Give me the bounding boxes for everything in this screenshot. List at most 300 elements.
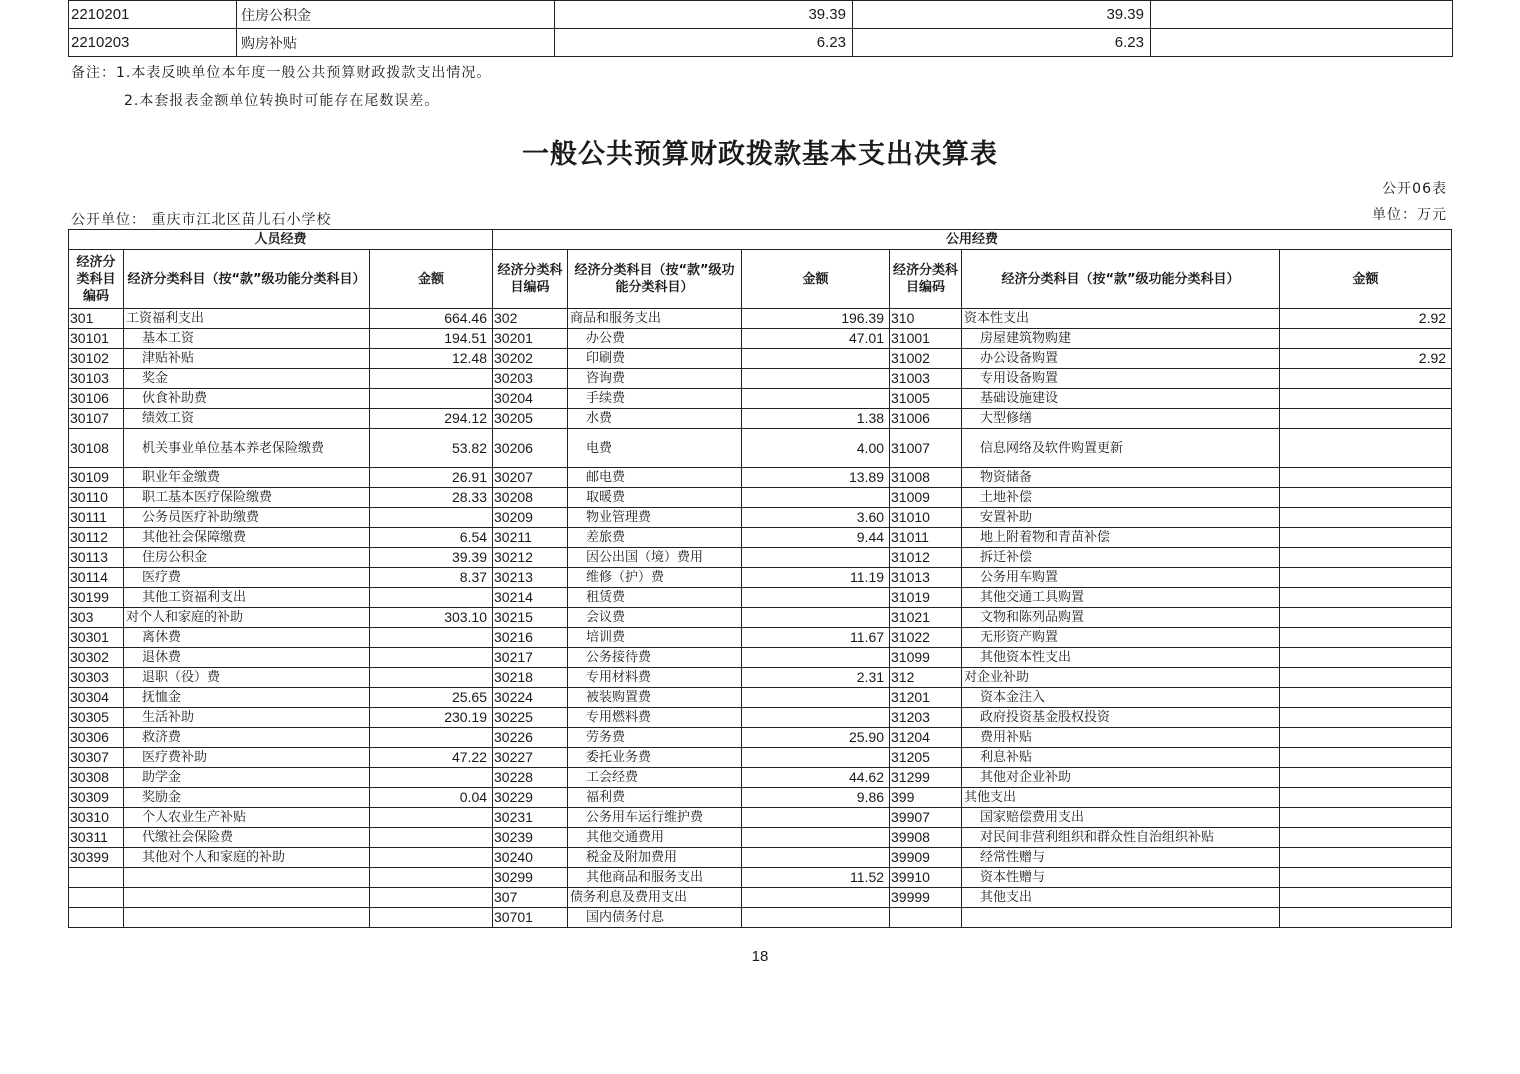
cell-name: 办公设备购置: [962, 349, 1280, 369]
cell-name: 资本金注入: [962, 688, 1280, 708]
cell-amount: [742, 608, 890, 628]
cell-code: 31003: [890, 369, 962, 389]
cell-amount: [370, 389, 493, 409]
cell-name: [124, 888, 370, 908]
cell-amount: [1280, 548, 1452, 568]
cell-name: 委托业务费: [568, 748, 742, 768]
cell-amount: [742, 349, 890, 369]
cell-name: 安置补助: [962, 508, 1280, 528]
table-id: 公开06表: [1382, 181, 1447, 197]
cell-code: [890, 908, 962, 928]
cell-amount: [1280, 648, 1452, 668]
note-line-2: 2.本套报表金额单位转换时可能存在尾数误差。: [124, 93, 440, 109]
cell-name: [124, 868, 370, 888]
cell-code: 31019: [890, 588, 962, 608]
cell-code: 302: [493, 309, 568, 329]
cell-amount: [1280, 708, 1452, 728]
cell-amount: [370, 369, 493, 389]
cell-name: 生活补助: [124, 708, 370, 728]
cell-name: 代缴社会保险费: [124, 828, 370, 848]
cell-amount: 47.22: [370, 748, 493, 768]
cell-name: 绩效工资: [124, 409, 370, 429]
cell-code: 30701: [493, 908, 568, 928]
cell-code: 39999: [890, 888, 962, 908]
cell-code: 30307: [69, 748, 124, 768]
cell-name: 土地补偿: [962, 488, 1280, 508]
table-row: [69, 688, 1452, 708]
table-row: [69, 1, 1453, 29]
table-row: [69, 708, 1452, 728]
cell-amount: [1280, 468, 1452, 488]
cell-code: 310: [890, 309, 962, 329]
cell-name: 离休费: [124, 628, 370, 648]
cell-amount: [370, 808, 493, 828]
cell-amount: [370, 588, 493, 608]
cell-code: 30308: [69, 768, 124, 788]
cell-amount: [1280, 369, 1452, 389]
name-header-1: 经济分类科目（按“款”级功能分类科目）: [124, 250, 370, 309]
cell-name: 公务用车运行维护费: [568, 808, 742, 828]
cell-name: 专用设备购置: [962, 369, 1280, 389]
cell-code: 30203: [493, 369, 568, 389]
cell-name: 手续费: [568, 389, 742, 409]
cell-code: 30109: [69, 468, 124, 488]
cell-name: 工会经费: [568, 768, 742, 788]
cell-code: 30206: [493, 429, 568, 468]
cell-code: 31001: [890, 329, 962, 349]
table-row: [69, 429, 1452, 468]
cell-name: 其他社会保障缴费: [124, 528, 370, 548]
cell-amount: [1280, 828, 1452, 848]
cell-name: 咨询费: [568, 369, 742, 389]
cell-code: 30239: [493, 828, 568, 848]
cell-code: 31011: [890, 528, 962, 548]
cell-amount: [742, 748, 890, 768]
cell-code: 30227: [493, 748, 568, 768]
page-title: 一般公共预算财政拨款基本支出决算表: [522, 139, 998, 170]
cell-amount: 6.54: [370, 528, 493, 548]
table-row: [69, 588, 1452, 608]
cell-code: 30199: [69, 588, 124, 608]
cell-code: 30211: [493, 528, 568, 548]
cell-code: 31005: [890, 389, 962, 409]
table-row: [69, 29, 1453, 57]
cell-name: 住房公积金: [237, 1, 555, 29]
cell-amount: 13.89: [742, 468, 890, 488]
cell-code: 31201: [890, 688, 962, 708]
cell-code: 30108: [69, 429, 124, 468]
cell-code: 30303: [69, 668, 124, 688]
cell-code: [69, 908, 124, 928]
cell-code: 30207: [493, 468, 568, 488]
cell-name: 医疗费: [124, 568, 370, 588]
cell-name: 奖励金: [124, 788, 370, 808]
cell-amount: [1280, 528, 1452, 548]
cell-name: 其他对企业补助: [962, 768, 1280, 788]
cell-amount: [742, 908, 890, 928]
cell-amount: [742, 828, 890, 848]
cell-name: 其他工资福利支出: [124, 588, 370, 608]
cell-name: 培训费: [568, 628, 742, 648]
cell-code: 30114: [69, 568, 124, 588]
table-row: [69, 409, 1452, 429]
cell-code: 30301: [69, 628, 124, 648]
cell-name: 无形资产购置: [962, 628, 1280, 648]
cell-amount: 39.39: [370, 548, 493, 568]
cell-name: 救济费: [124, 728, 370, 748]
cell-v2: 39.39: [853, 1, 1151, 29]
cell-amount: [742, 588, 890, 608]
cell-amount: 3.60: [742, 508, 890, 528]
group-public-header: 公用经费: [493, 230, 1452, 250]
cell-name: 费用补贴: [962, 728, 1280, 748]
cell-name: 国家赔偿费用支出: [962, 808, 1280, 828]
cell-name: 税金及附加费用: [568, 848, 742, 868]
cell-code: 39910: [890, 868, 962, 888]
code-header-1: 经济分类科目编码: [69, 250, 124, 309]
table-row: [69, 468, 1452, 488]
cell-code: 307: [493, 888, 568, 908]
cell-code: 30225: [493, 708, 568, 728]
cell-code: 31006: [890, 409, 962, 429]
cell-name: 印刷费: [568, 349, 742, 369]
group-personnel-header: 人员经费: [69, 230, 493, 250]
cell-name: 水费: [568, 409, 742, 429]
cell-amount: 11.19: [742, 568, 890, 588]
cell-name: 利息补贴: [962, 748, 1280, 768]
previous-table-fragment: [68, 0, 1453, 57]
cell-name: 资本性赠与: [962, 868, 1280, 888]
cell-code: 30231: [493, 808, 568, 828]
cell-code: 30213: [493, 568, 568, 588]
cell-code: 30111: [69, 508, 124, 528]
cell-amount: 8.37: [370, 568, 493, 588]
cell-code: 301: [69, 309, 124, 329]
cell-name: 福利费: [568, 788, 742, 808]
cell-amount: 12.48: [370, 349, 493, 369]
table-row: [69, 528, 1452, 548]
cell-name: 抚恤金: [124, 688, 370, 708]
cell-name: 地上附着物和青苗补偿: [962, 528, 1280, 548]
amount-header-1: 金额: [370, 250, 493, 309]
cell-name: 购房补贴: [237, 29, 555, 57]
cell-amount: [1280, 728, 1452, 748]
cell-amount: [742, 688, 890, 708]
cell-code: 30310: [69, 808, 124, 828]
currency-unit: 单位：万元: [1372, 207, 1447, 223]
cell-code: 39908: [890, 828, 962, 848]
cell-code: 30113: [69, 548, 124, 568]
cell-amount: [1280, 588, 1452, 608]
cell-amount: [1280, 329, 1452, 349]
cell-code: 39907: [890, 808, 962, 828]
cell-code: 30101: [69, 329, 124, 349]
table-row: [69, 828, 1452, 848]
cell-amount: 11.52: [742, 868, 890, 888]
cell-name: 个人农业生产补贴: [124, 808, 370, 828]
cell-name: 伙食补助费: [124, 389, 370, 409]
cell-amount: [1280, 768, 1452, 788]
cell-name: 助学金: [124, 768, 370, 788]
cell-amount: 294.12: [370, 409, 493, 429]
cell-code: [69, 868, 124, 888]
cell-code: 30208: [493, 488, 568, 508]
cell-amount: [370, 868, 493, 888]
cell-amount: 25.65: [370, 688, 493, 708]
cell-code: 30112: [69, 528, 124, 548]
cell-amount: 26.91: [370, 468, 493, 488]
cell-v1: 39.39: [555, 1, 853, 29]
table-row: [69, 908, 1452, 928]
cell-amount: [370, 888, 493, 908]
cell-name: 对个人和家庭的补助: [124, 608, 370, 628]
table-row: [69, 349, 1452, 369]
table-row: [69, 369, 1452, 389]
cell-name: 其他支出: [962, 788, 1280, 808]
cell-amount: [1280, 608, 1452, 628]
cell-code: 30309: [69, 788, 124, 808]
cell-code: 30304: [69, 688, 124, 708]
cell-code: 31021: [890, 608, 962, 628]
cell-code: 30214: [493, 588, 568, 608]
cell-code: 30216: [493, 628, 568, 648]
cell-name: 房屋建筑物购建: [962, 329, 1280, 349]
cell-amount: 25.90: [742, 728, 890, 748]
cell-amount: 47.01: [742, 329, 890, 349]
cell-amount: [1280, 888, 1452, 908]
cell-code: 30102: [69, 349, 124, 369]
cell-name: 国内债务付息: [568, 908, 742, 928]
cell-amount: 196.39: [742, 309, 890, 329]
cell-amount: [370, 828, 493, 848]
cell-amount: [1280, 688, 1452, 708]
cell-amount: [742, 369, 890, 389]
cell-name: 差旅费: [568, 528, 742, 548]
cell-empty: [1151, 29, 1453, 57]
table-row: [69, 768, 1452, 788]
cell-name: 住房公积金: [124, 548, 370, 568]
cell-amount: 9.44: [742, 528, 890, 548]
name-header-2: 经济分类科目（按“款”级功能分类科目）: [568, 250, 742, 309]
table-row: [69, 728, 1452, 748]
cell-amount: 2.31: [742, 668, 890, 688]
cell-amount: [742, 808, 890, 828]
cell-code: 31007: [890, 429, 962, 468]
cell-amount: [742, 848, 890, 868]
column-header-row: [69, 250, 1452, 309]
cell-name: 其他交通费用: [568, 828, 742, 848]
table-row: [69, 488, 1452, 508]
cell-name: 工资福利支出: [124, 309, 370, 329]
table-row: [69, 888, 1452, 908]
cell-name: 退职（役）费: [124, 668, 370, 688]
cell-code: 30215: [493, 608, 568, 628]
cell-amount: [742, 708, 890, 728]
cell-code: 2210201: [69, 1, 237, 29]
cell-code: 31012: [890, 548, 962, 568]
cell-amount: 2.92: [1280, 309, 1452, 329]
cell-name: 公务用车购置: [962, 568, 1280, 588]
cell-amount: [370, 648, 493, 668]
cell-amount: [742, 648, 890, 668]
note-line-1: 备注：1.本表反映单位本年度一般公共预算财政拨款支出情况。: [71, 65, 492, 81]
cell-code: 30306: [69, 728, 124, 748]
cell-name: 电费: [568, 429, 742, 468]
table-row: [69, 648, 1452, 668]
cell-name: 取暖费: [568, 488, 742, 508]
cell-code: 30201: [493, 329, 568, 349]
cell-code: 30226: [493, 728, 568, 748]
cell-name: 专用材料费: [568, 668, 742, 688]
cell-amount: [1280, 389, 1452, 409]
expenditure-table: [68, 229, 1452, 928]
cell-name: 物业管理费: [568, 508, 742, 528]
cell-name: 奖金: [124, 369, 370, 389]
table-row: [69, 508, 1452, 528]
table-row: [69, 668, 1452, 688]
cell-name: 会议费: [568, 608, 742, 628]
cell-code: 31002: [890, 349, 962, 369]
cell-code: 31204: [890, 728, 962, 748]
cell-code: 30106: [69, 389, 124, 409]
cell-code: 30399: [69, 848, 124, 868]
cell-name: 经常性赠与: [962, 848, 1280, 868]
cell-name: 政府投资基金股权投资: [962, 708, 1280, 728]
table-row: [69, 808, 1452, 828]
cell-amount: [370, 768, 493, 788]
cell-name: 职业年金缴费: [124, 468, 370, 488]
cell-name: 退休费: [124, 648, 370, 668]
cell-amount: 194.51: [370, 329, 493, 349]
cell-code: 30229: [493, 788, 568, 808]
cell-name: 文物和陈列品购置: [962, 608, 1280, 628]
cell-name: 被装购置费: [568, 688, 742, 708]
cell-amount: [1280, 908, 1452, 928]
cell-name: 其他商品和服务支出: [568, 868, 742, 888]
cell-code: 30217: [493, 648, 568, 668]
cell-name: 因公出国（境）费用: [568, 548, 742, 568]
cell-amount: 1.38: [742, 409, 890, 429]
cell-code: 2210203: [69, 29, 237, 57]
table-row: [69, 309, 1452, 329]
cell-code: 30299: [493, 868, 568, 888]
cell-code: 31203: [890, 708, 962, 728]
cell-amount: 664.46: [370, 309, 493, 329]
cell-name: 基本工资: [124, 329, 370, 349]
table-row: [69, 329, 1452, 349]
cell-amount: [742, 389, 890, 409]
cell-code: 31205: [890, 748, 962, 768]
cell-code: 31022: [890, 628, 962, 648]
cell-name: [124, 908, 370, 928]
cell-amount: [370, 908, 493, 928]
cell-name: [962, 908, 1280, 928]
cell-code: 30302: [69, 648, 124, 668]
cell-amount: [742, 548, 890, 568]
table-row: [69, 848, 1452, 868]
page-number: 18: [751, 948, 769, 965]
cell-amount: [1280, 628, 1452, 648]
cell-name: 其他资本性支出: [962, 648, 1280, 668]
cell-code: 30224: [493, 688, 568, 708]
cell-amount: [1280, 748, 1452, 768]
cell-empty: [1151, 1, 1453, 29]
cell-name: 其他交通工具购置: [962, 588, 1280, 608]
cell-amount: [1280, 668, 1452, 688]
cell-amount: [1280, 429, 1452, 468]
code-header-2: 经济分类科目编码: [493, 250, 568, 309]
amount-header-2: 金额: [742, 250, 890, 309]
cell-name: 对企业补助: [962, 668, 1280, 688]
cell-name: 邮电费: [568, 468, 742, 488]
cell-name: 劳务费: [568, 728, 742, 748]
cell-code: 31299: [890, 768, 962, 788]
cell-amount: [1280, 409, 1452, 429]
cell-name: 其他对个人和家庭的补助: [124, 848, 370, 868]
cell-name: 资本性支出: [962, 309, 1280, 329]
cell-amount: [370, 668, 493, 688]
cell-amount: 303.10: [370, 608, 493, 628]
cell-name: 信息网络及软件购置更新: [962, 429, 1280, 468]
cell-name: 职工基本医疗保险缴费: [124, 488, 370, 508]
group-header-row: [69, 230, 1452, 250]
cell-name: 债务利息及费用支出: [568, 888, 742, 908]
cell-code: 312: [890, 668, 962, 688]
cell-amount: 9.86: [742, 788, 890, 808]
cell-code: 30103: [69, 369, 124, 389]
table-row: [69, 788, 1452, 808]
cell-code: 30311: [69, 828, 124, 848]
cell-amount: 11.67: [742, 628, 890, 648]
cell-amount: [370, 628, 493, 648]
cell-name: 公务接待费: [568, 648, 742, 668]
cell-name: 机关事业单位基本养老保险缴费: [124, 429, 370, 468]
cell-amount: 0.04: [370, 788, 493, 808]
cell-amount: [1280, 848, 1452, 868]
cell-name: 其他支出: [962, 888, 1280, 908]
cell-name: 医疗费补助: [124, 748, 370, 768]
cell-name: 租赁费: [568, 588, 742, 608]
cell-name: 专用燃料费: [568, 708, 742, 728]
cell-code: 30305: [69, 708, 124, 728]
cell-name: 基础设施建设: [962, 389, 1280, 409]
cell-amount: [1280, 868, 1452, 888]
cell-amount: 4.00: [742, 429, 890, 468]
cell-name: 大型修缮: [962, 409, 1280, 429]
cell-name: 物资储备: [962, 468, 1280, 488]
cell-name: 拆迁补偿: [962, 548, 1280, 568]
table-row: [69, 608, 1452, 628]
cell-amount: [1280, 788, 1452, 808]
cell-v1: 6.23: [555, 29, 853, 57]
table-row: [69, 868, 1452, 888]
name-header-3: 经济分类科目（按“款”级功能分类科目）: [962, 250, 1280, 309]
table-row: [69, 568, 1452, 588]
cell-amount: [742, 488, 890, 508]
cell-name: 公务员医疗补助缴费: [124, 508, 370, 528]
cell-amount: 53.82: [370, 429, 493, 468]
cell-code: 303: [69, 608, 124, 628]
cell-amount: [1280, 808, 1452, 828]
cell-code: 399: [890, 788, 962, 808]
cell-amount: 44.62: [742, 768, 890, 788]
cell-code: 30110: [69, 488, 124, 508]
cell-code: 31009: [890, 488, 962, 508]
cell-amount: [370, 848, 493, 868]
cell-code: 30107: [69, 409, 124, 429]
cell-code: [69, 888, 124, 908]
cell-name: 维修（护）费: [568, 568, 742, 588]
